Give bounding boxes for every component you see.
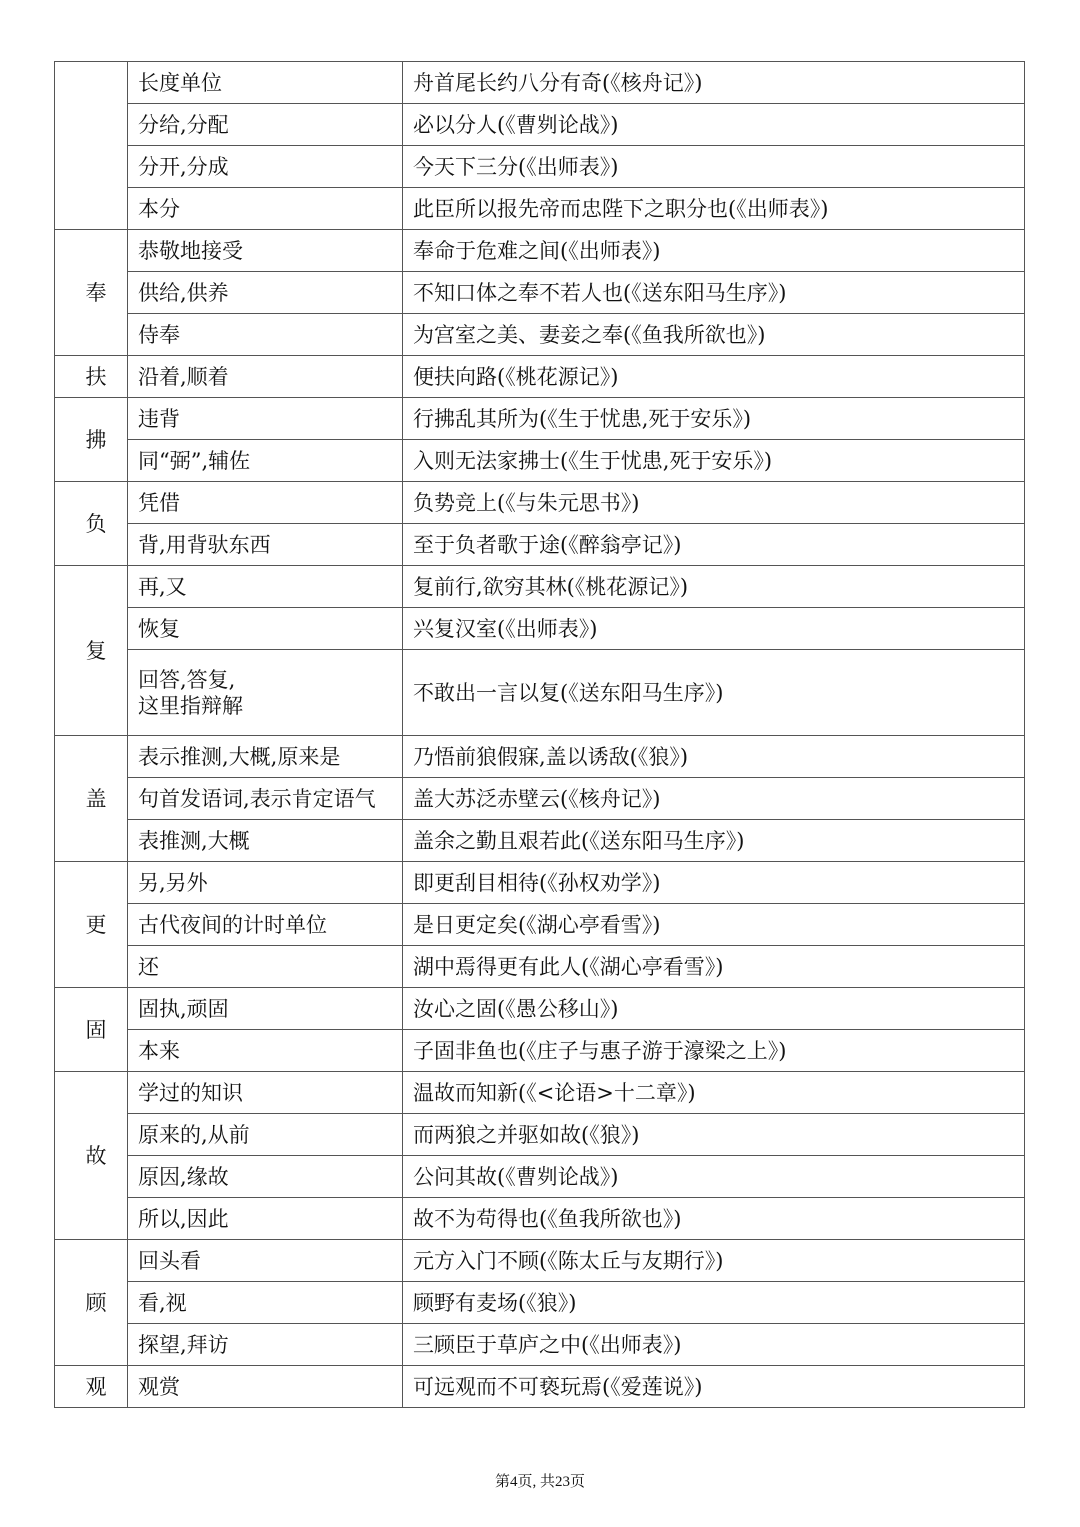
table-row [55, 398, 1025, 440]
table-row [55, 62, 1025, 104]
example-cell: 奉命于危难之间(《出师表》) [403, 230, 1025, 272]
meaning-cell: 原来的,从前 [128, 1114, 403, 1156]
table-row [55, 1030, 1025, 1072]
meaning-cell: 再,又 [128, 566, 403, 608]
example-cell: 舟首尾长约八分有奇(《核舟记》) [403, 62, 1025, 104]
meaning-cell: 背,用背驮东西 [128, 524, 403, 566]
example-cell: 顾野有麦场(《狼》) [403, 1282, 1025, 1324]
meaning-cell: 句首发语词,表示肯定语气 [128, 778, 403, 820]
meaning-cell: 同“弼”,辅佐 [128, 440, 403, 482]
meaning-line: 这里指辩解 [138, 693, 243, 718]
example-cell: 兴复汉室(《出师表》) [403, 608, 1025, 650]
word-cell: 顾 [55, 1240, 128, 1366]
word-cell: 盖 [55, 736, 128, 862]
example-cell: 盖大苏泛赤壁云(《核舟记》) [403, 778, 1025, 820]
table-row [55, 778, 1025, 820]
meaning-line: 回答,答复, [138, 667, 236, 692]
example-cell: 即更刮目相待(《孙权劝学》) [403, 862, 1025, 904]
table-row [55, 1324, 1025, 1366]
meaning-cell: 凭借 [128, 482, 403, 524]
meaning-cell: 恭敬地接受 [128, 230, 403, 272]
example-cell: 子固非鱼也(《庄子与惠子游于濠梁之上》) [403, 1030, 1025, 1072]
meaning-cell: 探望,拜访 [128, 1324, 403, 1366]
table-row [55, 946, 1025, 988]
example-cell: 入则无法家拂士(《生于忧患,死于安乐》) [403, 440, 1025, 482]
example-cell: 复前行,欲穷其林(《桃花源记》) [403, 566, 1025, 608]
word-cell: 故 [55, 1072, 128, 1240]
meaning-cell: 所以,因此 [128, 1198, 403, 1240]
word-cell: 拂 [55, 398, 128, 482]
meaning-cell: 长度单位 [128, 62, 403, 104]
meaning-cell: 供给,供养 [128, 272, 403, 314]
table-row [55, 272, 1025, 314]
table-row [55, 1156, 1025, 1198]
example-cell: 负势竞上(《与朱元思书》) [403, 482, 1025, 524]
example-cell: 必以分人(《曹刿论战》) [403, 104, 1025, 146]
table-row [55, 314, 1025, 356]
table-row [55, 736, 1025, 778]
page-footer: 第4页, 共23页 [494, 1474, 585, 1490]
table-row [55, 1282, 1025, 1324]
meaning-cell: 本来 [128, 1030, 403, 1072]
example-cell: 湖中焉得更有此人(《湖心亭看雪》) [403, 946, 1025, 988]
meaning-cell: 另,另外 [128, 862, 403, 904]
example-cell: 今天下三分(《出师表》) [403, 146, 1025, 188]
example-cell: 至于负者歌于途(《醉翁亭记》) [403, 524, 1025, 566]
meaning-cell: 观赏 [128, 1366, 403, 1408]
example-cell: 可远观而不可亵玩焉(《爱莲说》) [403, 1366, 1025, 1408]
meaning-cell: 恢复 [128, 608, 403, 650]
example-cell: 而两狼之并驱如故(《狼》) [403, 1114, 1025, 1156]
table-row [55, 440, 1025, 482]
meaning-cell: 学过的知识 [128, 1072, 403, 1114]
meaning-cell: 固执,顽固 [128, 988, 403, 1030]
word-cell: 扶 [55, 356, 128, 398]
table-row [55, 862, 1025, 904]
meaning-cell: 还 [128, 946, 403, 988]
example-cell: 此臣所以报先帝而忠陛下之职分也(《出师表》) [403, 188, 1025, 230]
table-row [55, 356, 1025, 398]
word-cell [55, 62, 128, 230]
table-row [55, 1198, 1025, 1240]
meaning-cell: 沿着,顺着 [128, 356, 403, 398]
table-row [55, 988, 1025, 1030]
table-row [55, 146, 1025, 188]
meaning-cell: 表推测,大概 [128, 820, 403, 862]
table-row [55, 482, 1025, 524]
meaning-cell: 回头看 [128, 1240, 403, 1282]
meaning-cell: 表示推测,大概,原来是 [128, 736, 403, 778]
table-row [55, 1114, 1025, 1156]
example-cell: 温故而知新(《<论语>十二章》) [403, 1072, 1025, 1114]
vocab-table [54, 61, 1025, 1408]
example-cell: 乃悟前狼假寐,盖以诱敌(《狼》) [403, 736, 1025, 778]
meaning-cell: 侍奉 [128, 314, 403, 356]
example-cell: 行拂乱其所为(《生于忧患,死于安乐》) [403, 398, 1025, 440]
example-cell: 是日更定矣(《湖心亭看雪》) [403, 904, 1025, 946]
meaning-cell: 本分 [128, 188, 403, 230]
word-cell: 奉 [55, 230, 128, 356]
table-row [55, 566, 1025, 608]
meaning-cell: 看,视 [128, 1282, 403, 1324]
table-row [55, 188, 1025, 230]
example-cell: 不知口体之奉不若人也(《送东阳马生序》) [403, 272, 1025, 314]
example-cell: 元方入门不顾(《陈太丘与友期行》) [403, 1240, 1025, 1282]
meaning-cell: 原因,缘故 [128, 1156, 403, 1198]
table-row [55, 650, 1025, 736]
example-cell: 便扶向路(《桃花源记》) [403, 356, 1025, 398]
meaning-cell: 分给,分配 [128, 104, 403, 146]
table-row [55, 1366, 1025, 1408]
example-cell: 汝心之固(《愚公移山》) [403, 988, 1025, 1030]
example-cell: 盖余之勤且艰若此(《送东阳马生序》) [403, 820, 1025, 862]
table-row [55, 608, 1025, 650]
table-row [55, 1072, 1025, 1114]
table-row [55, 230, 1025, 272]
word-cell: 负 [55, 482, 128, 566]
meaning-cell: 古代夜间的计时单位 [128, 904, 403, 946]
example-cell: 故不为苟得也(《鱼我所欲也》) [403, 1198, 1025, 1240]
meaning-cell [128, 650, 403, 736]
example-cell: 三顾臣于草庐之中(《出师表》) [403, 1324, 1025, 1366]
word-cell: 更 [55, 862, 128, 988]
table-row [55, 524, 1025, 566]
table-row [55, 104, 1025, 146]
word-cell: 复 [55, 566, 128, 736]
word-cell: 固 [55, 988, 128, 1072]
table-row [55, 820, 1025, 862]
example-cell: 公问其故(《曹刿论战》) [403, 1156, 1025, 1198]
meaning-cell: 分开,分成 [128, 146, 403, 188]
example-cell: 不敢出一言以复(《送东阳马生序》) [403, 650, 1025, 736]
table-row [55, 1240, 1025, 1282]
word-cell: 观 [55, 1366, 128, 1408]
meaning-cell: 违背 [128, 398, 403, 440]
example-cell: 为宫室之美、妻妾之奉(《鱼我所欲也》) [403, 314, 1025, 356]
table-row [55, 904, 1025, 946]
